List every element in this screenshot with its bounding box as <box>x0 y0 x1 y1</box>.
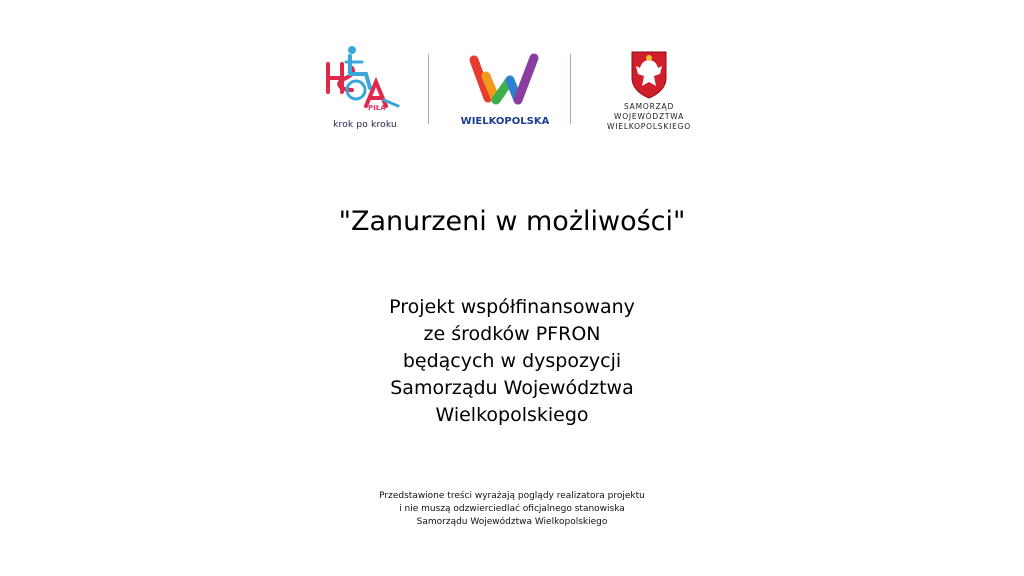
disclaimer-line: i nie muszą odzwierciedlać oficjalnego stanowiska <box>399 504 625 514</box>
samorzad-logo <box>594 48 704 138</box>
funding-line: będących w dyspozycji <box>402 350 622 372</box>
wielkopolska-w-icon <box>460 50 550 114</box>
hesa-caption: krok po kroku <box>333 120 397 130</box>
divider <box>428 54 429 124</box>
funding-line: Projekt współfinansowany <box>389 296 635 318</box>
funding-line: Samorządu Województwa <box>390 377 634 399</box>
hesa-logo <box>322 44 408 136</box>
funding-line: ze środków PFRON <box>423 323 601 345</box>
funding-line: Wielkopolskiego <box>435 404 589 426</box>
samorzad-label <box>594 102 704 132</box>
samorzad-line: SAMORZĄD <box>623 102 675 111</box>
logo-bar <box>0 40 1024 140</box>
wielkopolska-logo <box>460 50 550 130</box>
hesa-mark-icon <box>322 44 408 120</box>
funding-statement <box>0 294 1024 429</box>
wielkopolska-label: WIELKOPOLSKA <box>460 116 550 127</box>
hesa-city: PIŁA <box>368 104 386 112</box>
samorzad-line: WIELKOPOLSKIEGO <box>607 122 691 131</box>
disclaimer <box>0 490 1024 529</box>
disclaimer-line: Samorządu Województwa Wielkopolskiego <box>416 517 608 527</box>
disclaimer-line: Przedstawione treści wyrażają poglądy realizatora projektu <box>379 491 645 501</box>
eagle-shield-icon <box>594 48 704 100</box>
project-title: "Zanurzeni w możliwości" <box>338 206 686 237</box>
samorzad-line: WOJEWÓDZTWA <box>613 112 685 121</box>
divider <box>570 54 571 124</box>
